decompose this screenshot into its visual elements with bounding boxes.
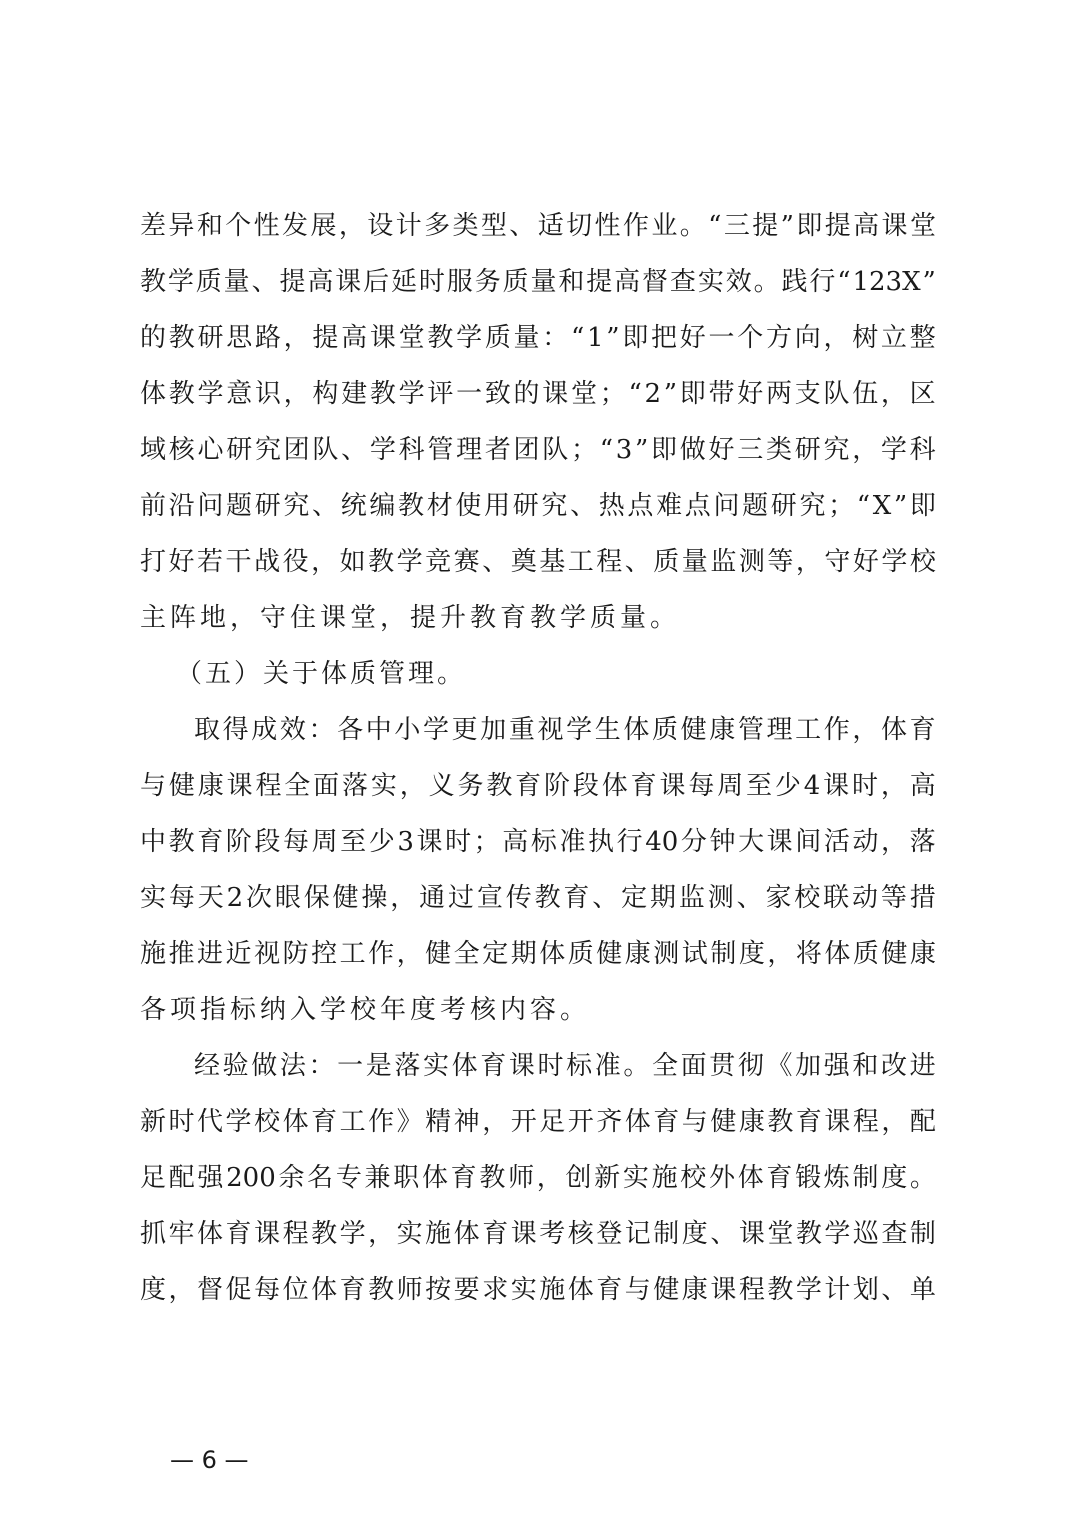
text-line: 主阵地，守住课堂，提升教育教学质量。 [140,603,681,633]
text-line: 新 时 代 学 校 体 育 工 作 》 精 神 ， 开 足 开 齐 体 育 与 健 康 教 育 课 程 ， 配 [140,1107,936,1137]
text-line: 前 沿 问 题 研 究 、 统 编 教 材 使 用 研 究 、 热 点 难 点 问 题 研 究 ； “ X ” 即 [140,491,936,521]
text-line: 取 得 成 效 ： 各 中 小 学 更 加 重 视 学 生 体 质 健 康 管 理 工 作 ， 体 育 [194,715,936,745]
text-line: 打 好 若 干 战 役 ， 如 教 学 竞 赛 、 奠 基 工 程 、 质 量 监 测 等 ， 守 好 学 校 [140,547,936,577]
text-line: 实 每 天 2 次 眼 保 健 操 ， 通 过 宣 传 教 育 、 定 期 监 测 、 家 校 联 动 等 措 [140,883,936,913]
body-text [140,198,936,1318]
text-line: 差 异 和 个 性 发 展 ， 设 计 多 类 型 、 适 切 性 作 业 。 “ 三 提 ” 即 提 高 课 堂 [140,211,936,241]
text-line: 与 健 康 课 程 全 面 落 实 ， 义 务 教 育 阶 段 体 育 课 每 周 至 少 4 课 时 ， 高 [140,771,936,801]
text-line: 抓 牢 体 育 课 程 教 学 ， 实 施 体 育 课 考 核 登 记 制 度 、 课 堂 教 学 巡 查 制 [140,1219,936,1249]
text-line: 体 教 学 意 识 ， 构 建 教 学 评 一 致 的 课 堂 ； “ 2 ” 即 带 好 两 支 队 伍 ， 区 [140,379,936,409]
text-line: 教 学 质 量 、 提 高 课 后 延 时 服 务 质 量 和 提 高 督 查 实 效 。 践 行 “ 123X ” [140,267,936,297]
page-number: — 6 — [170,1446,249,1474]
text-line: 经 验 做 法 ： 一 是 落 实 体 育 课 时 标 准 。 全 面 贯 彻 《 加 强 和 改 进 [194,1051,936,1081]
text-line: 的 教 研 思 路 ， 提 高 课 堂 教 学 质 量 ： “ 1 ” 即 把 好 一 个 方 向 ， 树 立 整 [140,323,936,353]
text-line: 施 推 进 近 视 防 控 工 作 ， 健 全 定 期 体 质 健 康 测 试 制 度 ， 将 体 质 健 康 [140,939,936,969]
text-line: 各项指标纳入学校年度考核内容。 [140,995,591,1025]
text-line: 足 配 强 200 余 名 专 兼 职 体 育 教 师 ， 创 新 实 施 校 外 体 育 锻 炼 制 度 。 [140,1163,936,1193]
text-line: 度 ， 督 促 每 位 体 育 教 师 按 要 求 实 施 体 育 与 健 康 课 程 教 学 计 划 、 单 [140,1275,936,1305]
text-line: 域 核 心 研 究 团 队 、 学 科 管 理 者 团 队 ； “ 3 ” 即 做 好 三 类 研 究 ， 学 科 [140,435,936,465]
section-heading: （五）关于体质管理。 [176,659,467,689]
text-line: 中 教 育 阶 段 每 周 至 少 3 课 时 ； 高 标 准 执 行 40 分 钟 大 课 间 活 动 ， 落 [140,827,936,857]
